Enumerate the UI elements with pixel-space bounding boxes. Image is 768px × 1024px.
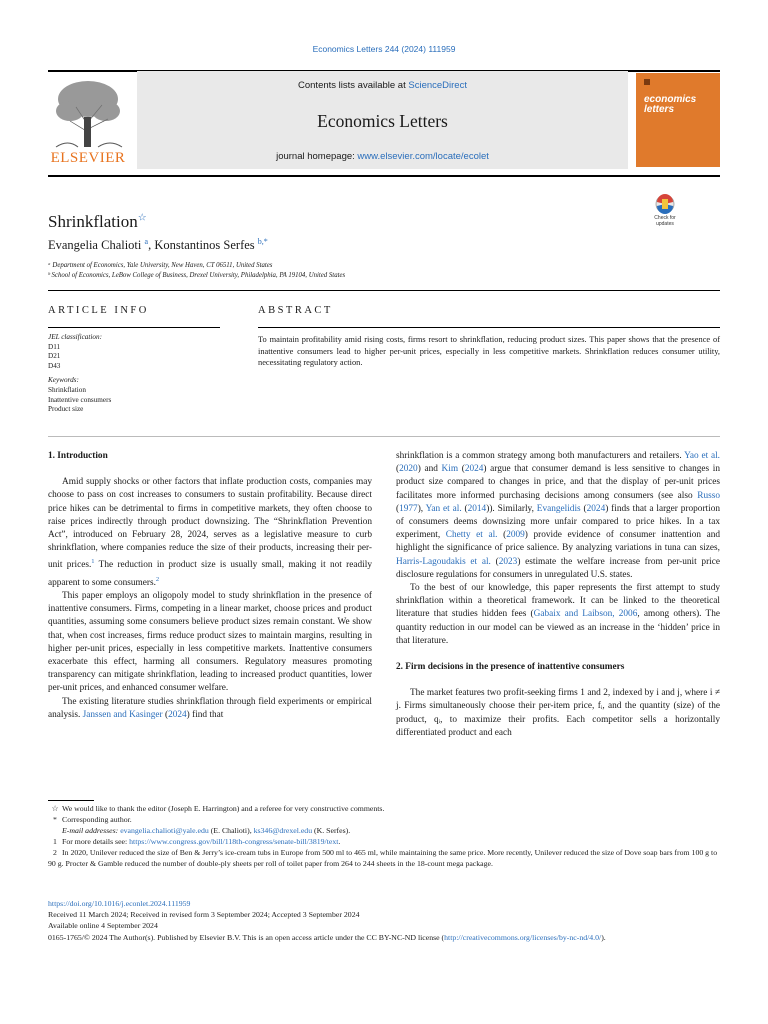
cover-mark xyxy=(644,79,650,85)
article-info xyxy=(48,333,111,415)
footnote: 1 For more details see: https://www.congress.gov/bill/118th-congress/senate-bill/3819/text. xyxy=(53,837,341,846)
received-dates: Received 11 March 2024; Received in revised form 3 September 2024; Accepted 3 September 2024 xyxy=(48,910,360,920)
author-list: Evangelia Chalioti $^a$, Konstantinos Serfes $^{b,*}$ xyxy=(48,237,268,253)
sciencedirect-link[interactable]: ScienceDirect xyxy=(408,80,467,91)
citation-year[interactable]: 2024 xyxy=(586,503,606,514)
citation-link[interactable]: Kim xyxy=(441,464,459,475)
jel-code: D21 xyxy=(48,352,61,361)
front-matter-rule xyxy=(48,290,720,291)
keyword: Product size xyxy=(48,405,84,414)
homepage-line: journal homepage: www.elsevier.com/locate/ecolet xyxy=(276,151,489,162)
article-title: Shrinkflation☆ xyxy=(48,212,147,231)
title-footnote-mark[interactable]: ☆ xyxy=(137,212,147,224)
footnotes xyxy=(48,803,720,869)
affiliation-mark[interactable]: b,* xyxy=(257,237,268,246)
article-info-rule xyxy=(48,327,220,328)
citation-year[interactable]: 1977 xyxy=(399,503,418,514)
citation-link[interactable]: Chetty et al. xyxy=(445,530,498,541)
footnote-ref[interactable]: 1 xyxy=(91,558,95,566)
crossmark-icon[interactable] xyxy=(645,193,685,227)
jel-code: D43 xyxy=(48,361,61,370)
doi-link[interactable]: https://doi.org/10.1016/j.econlet.2024.111959 xyxy=(48,899,191,908)
publisher-wordmark: ELSEVIER xyxy=(50,150,126,166)
svg-text:updates: updates xyxy=(656,221,674,227)
citation-link[interactable]: Yan et al. xyxy=(425,503,462,514)
citation-year[interactable]: 2014 xyxy=(467,503,487,514)
keyword: Inattentive consumers xyxy=(48,395,112,404)
abstract-heading: ABSTRACT xyxy=(258,305,333,316)
jel-code: D11 xyxy=(48,342,61,351)
bill-link[interactable]: https://www.congress.gov/bill/118th-congress/senate-bill/3819/text xyxy=(129,837,339,846)
footnote: 2 In 2020, Unilever reduced the size of Ben & Jerry’s ice-cream tubs in Europe from 500 ml to 465 ml, while maintaining the same price. More recently, Unilever reduced the size of Dove soap bars from 100 g to 90 g. Procter & Gamble reduced the number of double-ply sheets per roll of toilet paper from 264 to 244 sheets in the 18-count mega package. xyxy=(48,848,718,868)
journal-cover xyxy=(636,73,720,167)
paragraph: The market features two profit-seeking firms 1 and 2, indexed by i and j, where i ≠ j. Firms simultaneously choose their per-item price, fᵢ, and the quantity (size) of the product, qᵢ, to maximize their profits. Each competitor sells a horizontally differentiated product and each xyxy=(396,688,720,738)
citation-link[interactable]: Evangelidis xyxy=(536,503,581,514)
affiliation-a: ᵃ Department of Economics, Yale University, New Haven, CT 06511, United States xyxy=(48,262,273,269)
journal-title: Economics Letters xyxy=(317,111,448,131)
citation-link[interactable]: Yao et al. xyxy=(684,451,721,461)
masthead xyxy=(137,71,628,169)
affiliation-mark[interactable]: a xyxy=(144,237,149,246)
keyword: Shrinkflation xyxy=(48,385,86,394)
footnote: * Corresponding author. xyxy=(53,815,132,824)
journal-reference[interactable]: Economics Letters 244 (2024) 111959 xyxy=(312,44,456,54)
footnote-ref[interactable]: 2 xyxy=(155,575,160,583)
author-name: Evangelia Chalioti xyxy=(48,238,142,253)
paragraph: Amid supply shocks or other factors that inflate production costs, companies may choose to pass on cost increases to consumers to sustain profitability. Because direct price hikes can be detrimental to firms in competitive markets, they often choose to raise prices indirectly through product downsizing. The “Shrinkflation Prevention Act”, introduced on February 28, 2024, serves as a legislative measure to curb shrinkflation, where companies reduce the size of their products, increasing their per-unit prices.$^1$ The reduction in product size is usually small, making it not readily apparent to some consumers.$^2$ xyxy=(48,477,372,588)
article-info-heading: ARTICLE INFO xyxy=(48,305,149,316)
email-link[interactable]: evangelia.chalioti@yale.edu xyxy=(120,826,209,835)
article-metadata xyxy=(48,898,720,943)
homepage-link[interactable]: www.elsevier.com/locate/ecolet xyxy=(357,151,489,162)
section-2-heading: 2. Firm decisions in the presence of inattentive consumers xyxy=(396,662,625,673)
online-date: Available online 4 September 2024 xyxy=(48,921,158,931)
footnote-rule xyxy=(48,800,94,801)
email-link[interactable]: ks346@drexel.edu xyxy=(253,826,313,835)
citation-year[interactable]: 2020 xyxy=(399,464,418,475)
body-column-right xyxy=(396,450,720,740)
jel-label: JEL classification: xyxy=(48,333,102,341)
paragraph: The existing literature studies shrinkflation through field experiments or empirical analysis. Janssen and Kasinger (2024) find that xyxy=(48,696,372,720)
paragraph: To the best of our knowledge, this paper represents the first attempt to study shrinkflation within a theoretical framework. It can be linked to the theoretical literature that studies hidden fees (Gabaix and Laibson, 2006, among others). The quantity reduction in our model can be viewed as an increase in the ‘hidden’ price in that literature. xyxy=(396,583,720,646)
license-line: 0165-1765/© 2024 The Author(s). Published by Elsevier B.V. This is an open access article under the CC BY-NC-ND license (http://creativecommons.org/licenses/by-nc-nd/4.0/). xyxy=(48,932,606,942)
abstract-rule xyxy=(258,327,720,328)
keywords-label: Keywords: xyxy=(48,376,79,385)
abstract-text: To maintain profitability amid rising costs, firms resort to shrinkflation, reducing product sizes. This paper shows that the presence of inattentive consumers lead to higher per-unit prices, especially in less competitive markets. Shrinkflation reduces consumer utility, necessitating regulatory action. xyxy=(258,335,720,368)
author-name: Konstantinos Serfes xyxy=(154,238,255,253)
paragraph: shrinkflation is a common strategy among both manufacturers and retailers. Yao et al. (2020) and Kim (2024) argue that consumer demand is less sensitive to changes in product size compared to changes in price, and that the display of per-unit prices facilitates more informed purchasing decisions among consumers (see also Russo (1977), Yan et al. (2014)). Similarly, Evangelidis (2024) finds that a larger proportion of consumers deems downsizing more unfair compared to price hikes. In a tax experiment, Chetty et al. (2009) provide evidence of consumer inattention and highlight the significance of price salience. By analyzing variations in tuna can sizes, Harris-Lagoudakis et al. (2023) estimate the welfare increase from per-unit price disclosure regulations for consumers in unregulated U.S. states. xyxy=(396,451,721,580)
license-link[interactable]: http://creativecommons.org/licenses/by-nc-nd/4.0/ xyxy=(444,932,602,942)
citation-year[interactable]: 2009 xyxy=(506,530,525,541)
header-bottom-rule xyxy=(48,175,720,177)
contents-line: Contents lists available at ScienceDirect xyxy=(298,80,467,91)
citation-year[interactable]: 2023 xyxy=(498,556,518,567)
citation-link[interactable]: Janssen and Kasinger xyxy=(82,709,163,720)
body-column-left xyxy=(48,450,372,722)
affiliation-b: ᵇ School of Economics, LeBow College of Business, Drexel University, Philadelphia, PA 19104, United States xyxy=(48,272,346,279)
citation-link[interactable]: Gabaix and Laibson, 2006 xyxy=(533,609,638,620)
footnote: ☆ We would like to thank the editor (Joseph E. Harrington) and a referee for very constructive comments. xyxy=(51,804,385,813)
cover-title: economics letters xyxy=(644,94,697,115)
email-line: E-mail addresses: evangelia.chalioti@yale.edu (E. Chalioti), ks346@drexel.edu (K. Serfes). xyxy=(62,826,351,835)
section-1-heading: 1. Introduction xyxy=(48,451,108,461)
citation-link[interactable]: Harris-Lagoudakis et al. xyxy=(396,556,491,567)
citation-year[interactable]: 2024 xyxy=(464,464,484,475)
svg-text:Check for: Check for xyxy=(654,215,676,221)
citation-link[interactable]: Russo xyxy=(697,490,720,501)
body-separator xyxy=(48,436,720,437)
citation-year[interactable]: 2024 xyxy=(168,709,187,720)
paragraph: This paper employs an oligopoly model to study shrinkflation in the presence of inattentive consumers. Firms, competing in a linear market, choose prices and product quantities, assuming some consumers believe product sizes remain constant. We show that, when cost increases, firms reduce product sizes to maintain margins, resulting in higher per-unit prices, especially in less competitive markets. Inattentive consumers exacerbate this effect, harming all consumers. Regulatory measures promoting transparency can mitigate shrinkflation, leading to increased product quantities, lower per-unit prices, and enhanced consumer welfare. xyxy=(48,591,372,694)
